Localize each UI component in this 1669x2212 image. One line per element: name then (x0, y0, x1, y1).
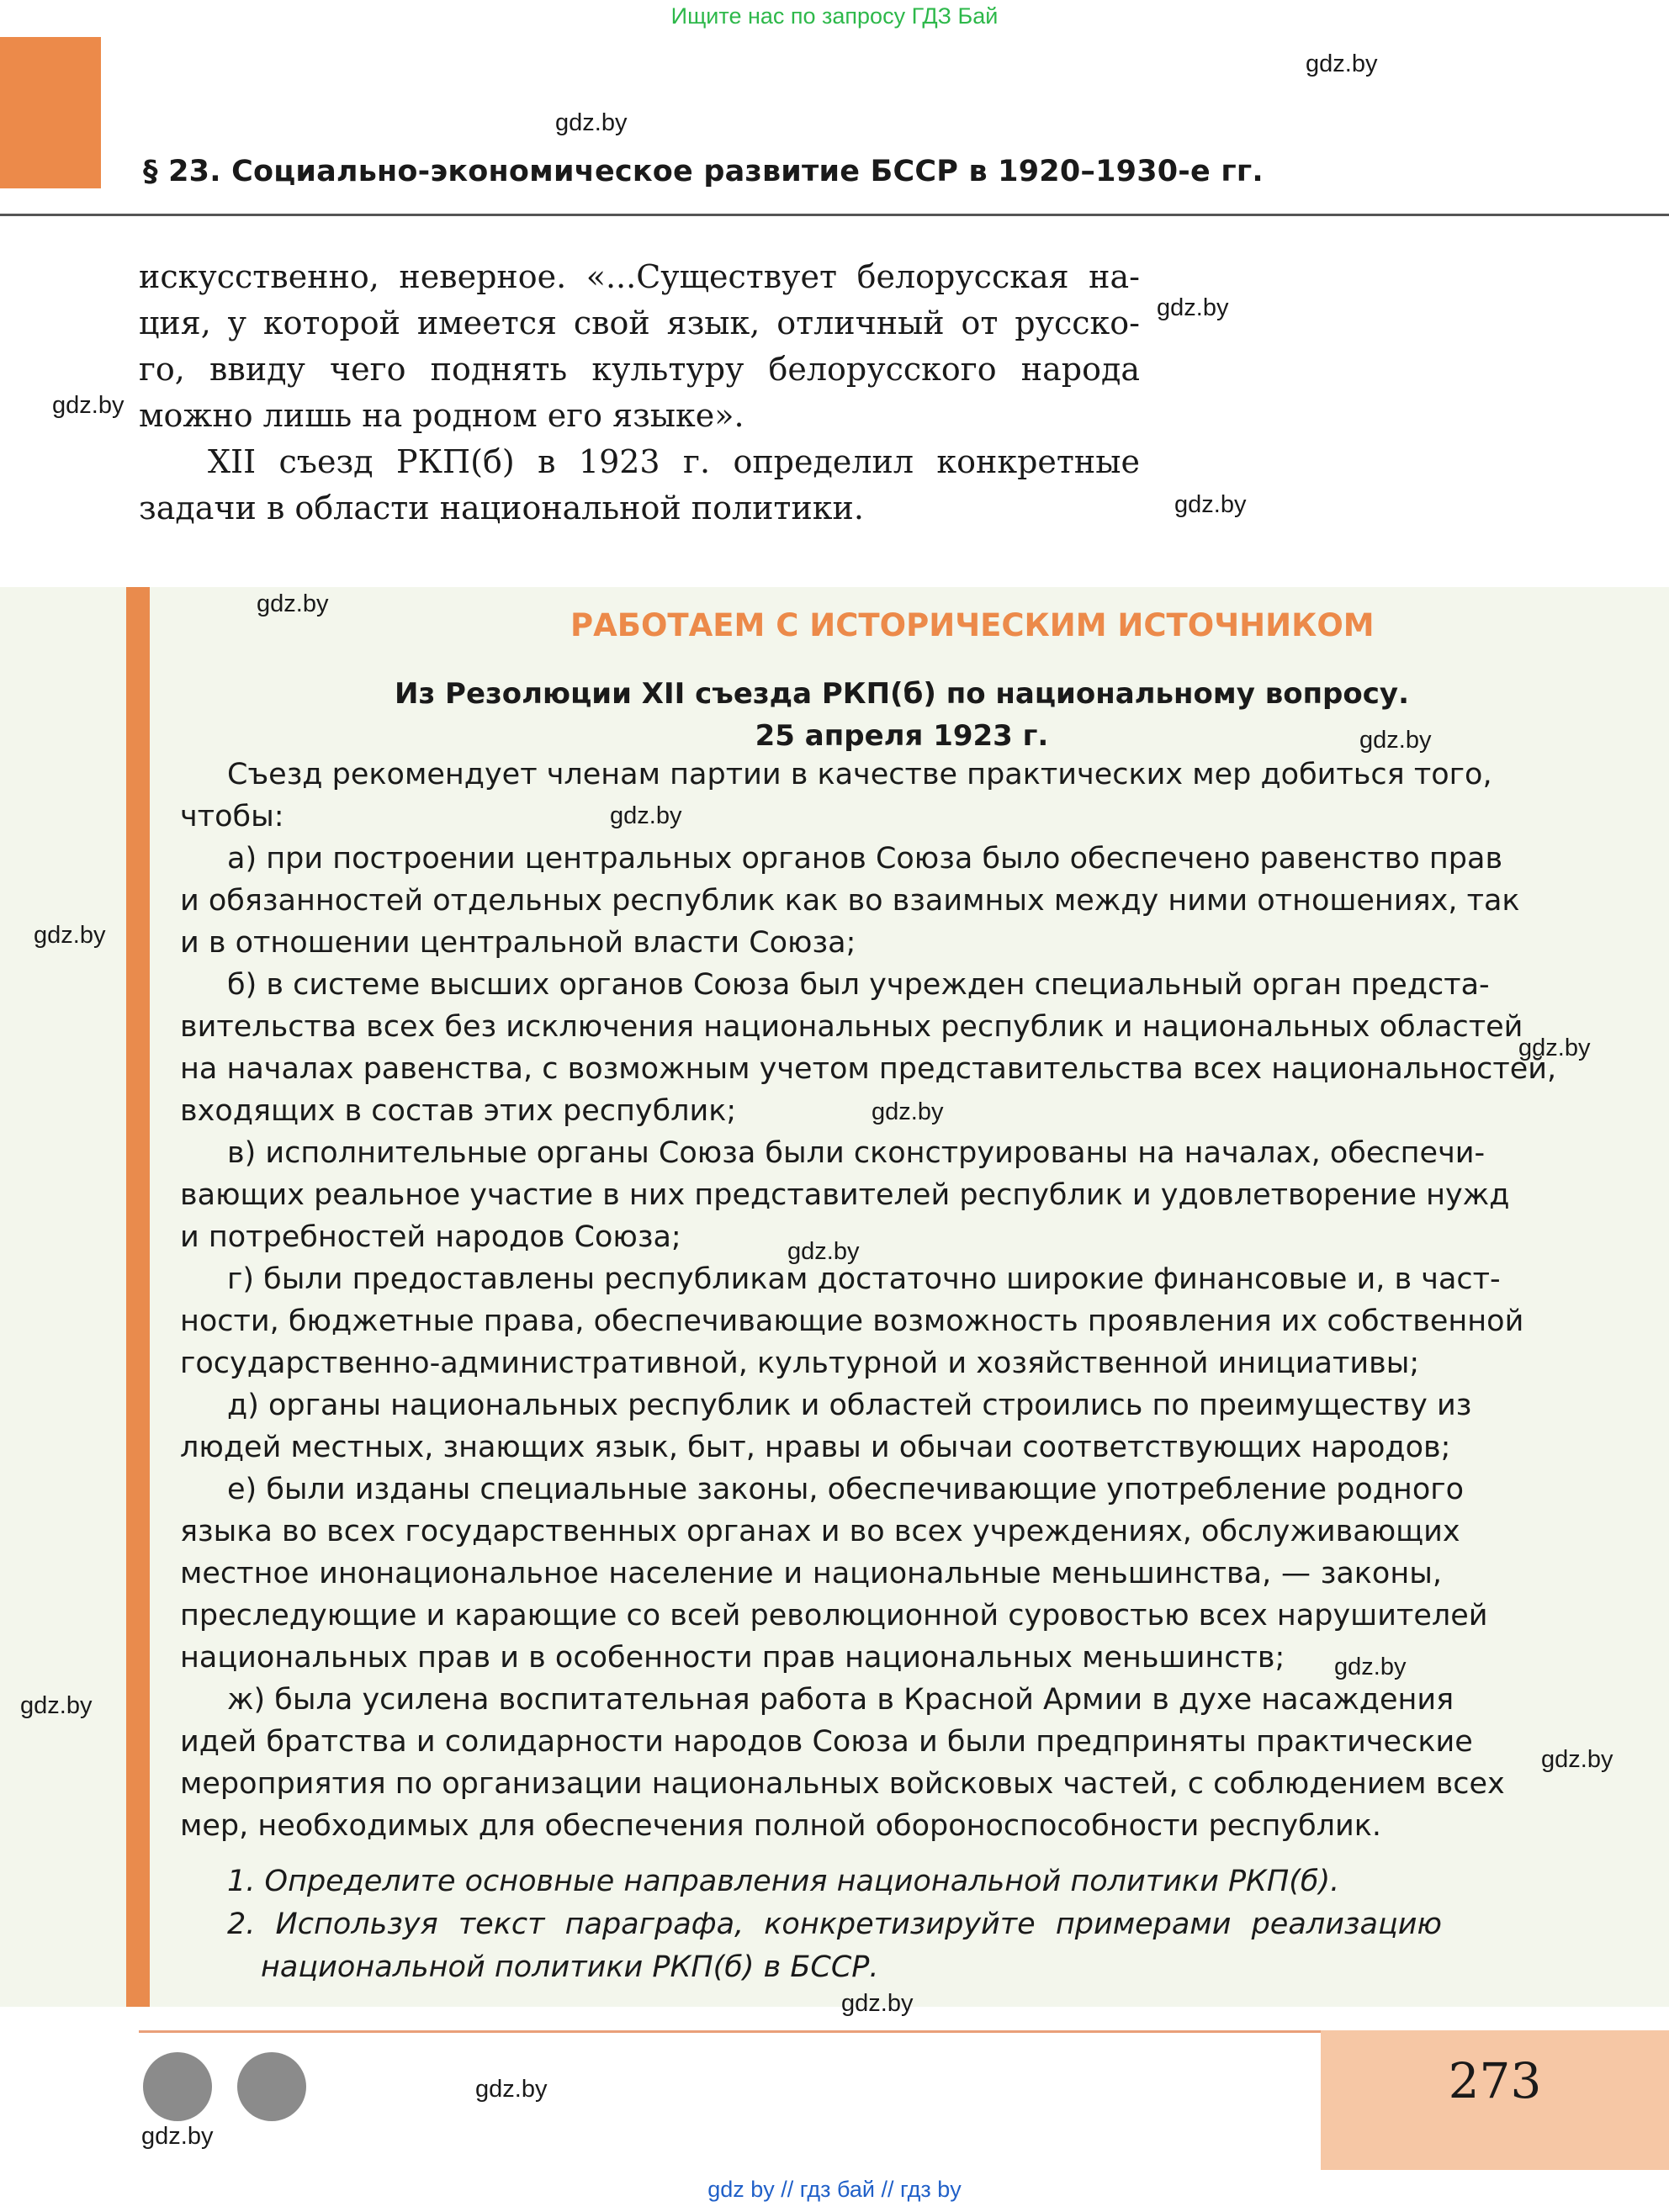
body-line: в) исполнительные органы Союза были сконструированы на началах, обеспечи- (227, 1136, 1486, 1170)
body-line: Съезд рекомендует членам партии в качестве практических мер добиться того, (227, 758, 1492, 791)
body-line: национальных прав и в особенности прав национальных меньшинств; (180, 1641, 1285, 1675)
body-line: на началах равенства, с возможным учетом представительства всех национальностей, (180, 1052, 1557, 1086)
source-heading: РАБОТАЕМ С ИСТОРИЧЕСКИМ ИСТОЧНИКОМ (570, 607, 1375, 643)
body-line: преследующие и карающие со всей революционной суровостью всех нарушителей (180, 1599, 1488, 1633)
body-line: вительства всех без исключения национальных республик и национальных областей (180, 1010, 1523, 1044)
question-1: 1. Определите основные направления национальной политики РКП(б). (227, 1865, 1340, 1898)
watermark: gdz.by (1541, 1746, 1613, 1773)
watermark: gdz.by (34, 922, 106, 949)
source-accent-bar (126, 587, 150, 2007)
watermark: gdz.by (1157, 294, 1229, 321)
body-line: входящих в состав этих республик; (180, 1094, 737, 1128)
watermark: gdz.by (1174, 491, 1247, 518)
body-line: языка во всех государственных органах и во всех учреждениях, обслуживающих (180, 1515, 1460, 1548)
body-line: д) органы национальных республик и областей строились по преимуществу из (227, 1389, 1472, 1422)
body-line: государственно-административной, культурной и хозяйственной инициативы; (180, 1347, 1420, 1380)
watermark: gdz.by (610, 802, 682, 829)
watermark: gdz.by (475, 2076, 548, 2103)
header-divider (0, 214, 1669, 216)
intro-line: задачи в области национальной политики. (139, 489, 864, 527)
search-banner[interactable]: Ищите нас по запросу ГДЗ Бай (670, 3, 999, 29)
intro-line: XII съезд РКП(б) в 1923 г. определил конкретные (208, 443, 1140, 480)
body-line: мероприятия по организации национальных войсковых частей, с соблюдением всех (180, 1767, 1505, 1801)
body-line: и потребностей народов Союза; (180, 1220, 681, 1254)
body-line: вающих реальное участие в них представителей республик и удовлетворение нужд (180, 1178, 1510, 1212)
document-title-line: Из Резолюции XII съезда РКП(б) по национальному вопросу. (395, 677, 1409, 711)
question-2-continuation: национальной политики РКП(б) в БССР. (261, 1950, 879, 1984)
body-line: и в отношении центральной власти Союза; (180, 926, 856, 960)
watermark: gdz.by (141, 2123, 214, 2150)
intro-text (139, 254, 1140, 532)
watermark: gdz.by (1334, 1654, 1407, 1680)
intro-line: искусственно, неверное. «...Существует белорусская на- (139, 258, 1140, 295)
body-line: мер, необходимых для обеспечения полной обороноспособности республик. (180, 1809, 1382, 1843)
question-2: 2. Используя текст параграфа, конкретизируйте примерами реализацию (227, 1908, 1442, 1941)
body-line: а) при построении центральных органов Союза было обеспечено равенство прав (227, 842, 1503, 876)
questions (227, 1860, 1442, 1989)
nav-circle-icon (143, 2052, 212, 2121)
body-line: и обязанностей отдельных республик как во взаимных между ними отношениях, так (180, 884, 1520, 918)
watermark: gdz.by (872, 1098, 944, 1125)
watermark: gdz.by (1518, 1035, 1591, 1061)
watermark: gdz.by (257, 590, 329, 617)
section-title: § 23. Социально-экономическое развитие БССР в 1920–1930-е гг. (143, 155, 1264, 188)
watermark: gdz.by (52, 392, 125, 419)
intro-line: го, ввиду чего поднять культуру белорусского народа (139, 351, 1140, 388)
bottom-links[interactable]: gdz by // гдз бай // гдз by (707, 2177, 962, 2202)
body-line: б) в системе высших органов Союза был учрежден специальный орган предста- (227, 968, 1490, 1002)
body-line: г) были предоставлены республикам достаточно широкие финансовые и, в част- (227, 1262, 1501, 1296)
page-number: 273 (1448, 2052, 1542, 2109)
body-line: ж) была усилена воспитательная работа в Красной Армии в духе насаждения (227, 1683, 1454, 1717)
chapter-marker (0, 37, 101, 188)
body-line: чтобы: (180, 800, 284, 833)
watermark: gdz.by (841, 1990, 914, 2017)
watermark: gdz.by (1359, 727, 1432, 754)
intro-line: можно лишь на родном его языке». (139, 397, 744, 434)
document-date: 25 апреля 1923 г. (755, 719, 1049, 753)
body-line: е) были изданы специальные законы, обеспечивающие употребление родного (227, 1473, 1465, 1506)
intro-line: ция, у которой имеется свой язык, отличный от русско- (139, 304, 1140, 341)
body-line: идей братства и солидарности народов Союза и были предприняты практические (180, 1725, 1473, 1759)
watermark: gdz.by (20, 1692, 93, 1719)
body-line: ности, бюджетные права, обеспечивающие возможность проявления их собственной (180, 1304, 1524, 1338)
watermark: gdz.by (555, 109, 628, 136)
body-line: местное инонациональное население и национальные меньшинства, — законы, (180, 1557, 1442, 1590)
watermark: gdz.by (1306, 50, 1378, 77)
body-line: людей местных, знающих язык, быт, нравы и обычаи соответствующих народов; (180, 1431, 1451, 1464)
watermark: gdz.by (787, 1238, 860, 1265)
nav-circle-icon (237, 2052, 306, 2121)
